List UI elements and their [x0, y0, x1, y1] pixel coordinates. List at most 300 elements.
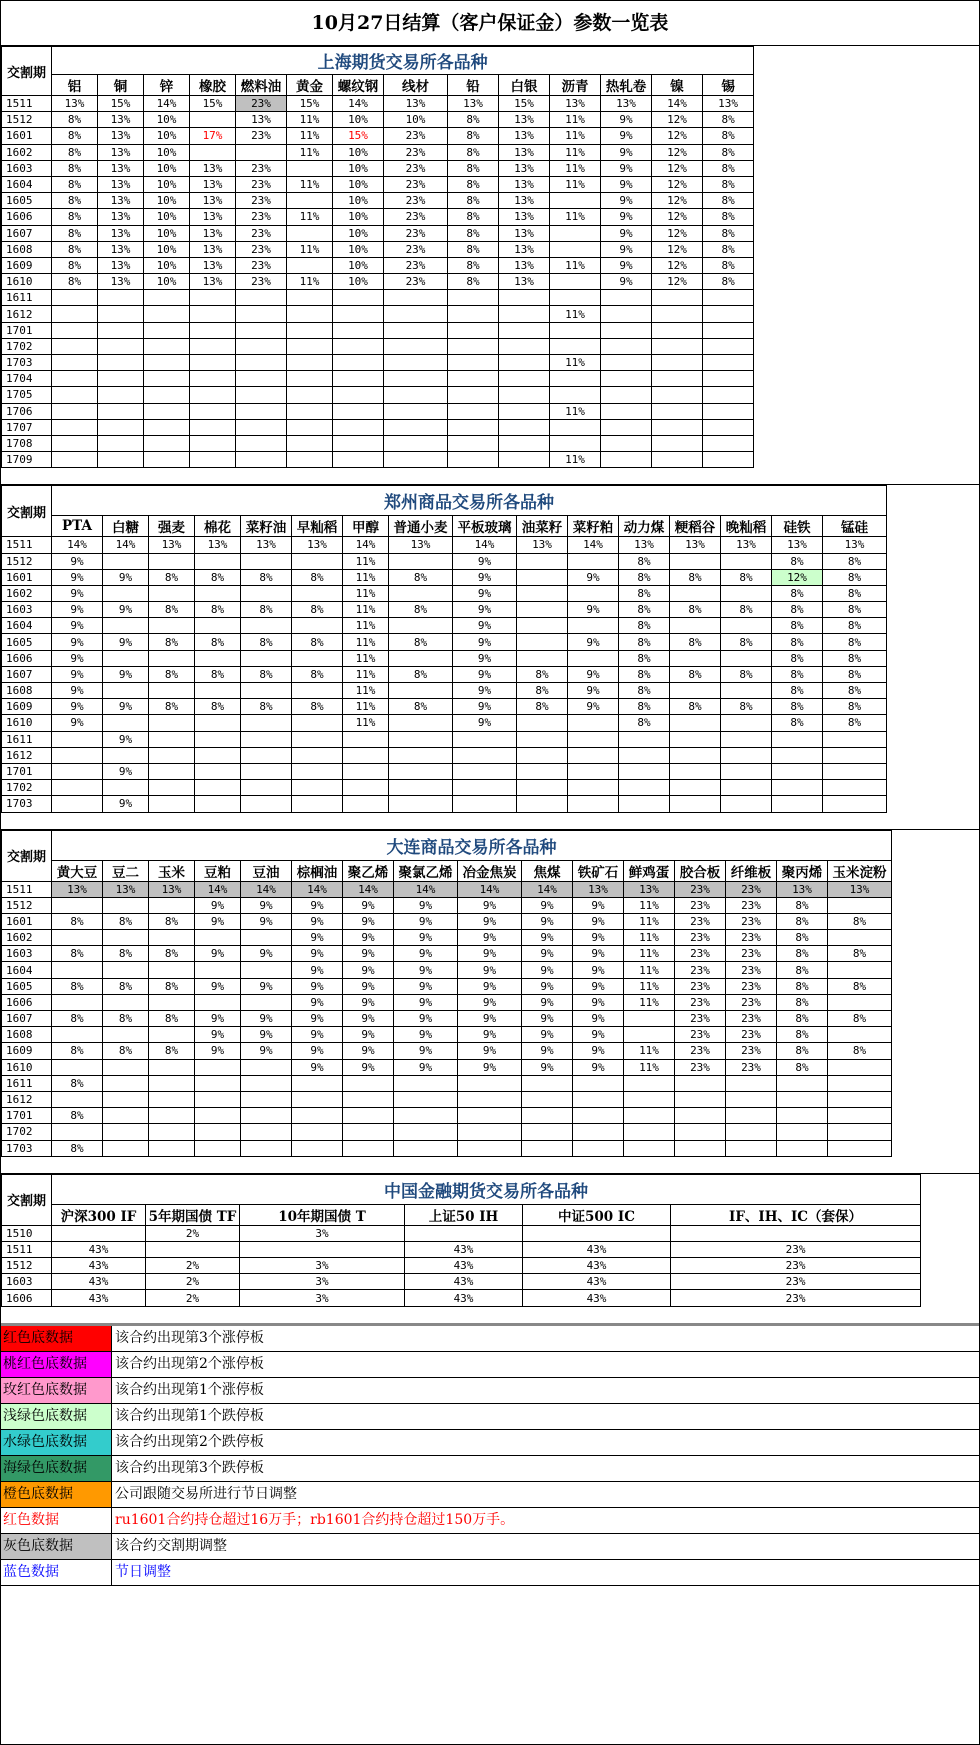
table-row — [2, 699, 887, 715]
margin-rate-cell — [195, 962, 241, 978]
margin-rate-cell — [52, 1225, 146, 1241]
margin-rate-cell: 10% — [333, 257, 384, 273]
margin-rate-cell — [103, 1075, 149, 1091]
margin-rate-cell — [287, 387, 333, 403]
margin-rate-cell: 14% — [333, 96, 384, 112]
margin-rate-cell: 8% — [195, 602, 241, 618]
margin-rate-cell — [389, 585, 453, 601]
margin-rate-cell: 8% — [823, 634, 887, 650]
margin-rate-cell: 10% — [333, 193, 384, 209]
column-header: 5年期国债 TF — [146, 1204, 240, 1225]
margin-rate-cell: 9% — [343, 897, 394, 913]
margin-rate-cell: 10% — [144, 209, 190, 225]
table-row — [2, 306, 754, 322]
margin-rate-cell: 23% — [236, 128, 287, 144]
margin-rate-cell: 9% — [241, 1027, 292, 1043]
margin-rate-cell — [828, 930, 892, 946]
margin-rate-cell: 9% — [601, 128, 652, 144]
margin-rate-cell: 8% — [517, 699, 568, 715]
margin-rate-cell — [195, 1140, 241, 1156]
margin-rate-cell: 8% — [703, 193, 754, 209]
margin-rate-cell: 23% — [671, 1290, 921, 1306]
table-row — [2, 1140, 892, 1156]
column-header: 沥青 — [550, 75, 601, 96]
margin-rate-cell — [389, 553, 453, 569]
contract-month: 1611 — [2, 1075, 52, 1091]
margin-rate-cell — [52, 930, 103, 946]
margin-rate-cell: 13% — [823, 537, 887, 553]
margin-rate-cell: 10% — [144, 112, 190, 128]
margin-rate-cell — [240, 1241, 405, 1257]
column-header: 黄大豆 — [52, 860, 103, 881]
contract-month: 1705 — [2, 387, 52, 403]
margin-rate-cell: 11% — [343, 715, 389, 731]
margin-rate-cell — [517, 715, 568, 731]
margin-rate-cell: 9% — [568, 683, 619, 699]
margin-rate-cell — [499, 435, 550, 451]
margin-rate-cell: 8% — [670, 699, 721, 715]
margin-rate-cell: 8% — [52, 257, 98, 273]
margin-rate-cell — [726, 1124, 777, 1140]
table-row — [2, 452, 754, 468]
legend-swatch: 水绿色底数据 — [1, 1430, 112, 1455]
margin-rate-cell — [144, 435, 190, 451]
margin-rate-cell — [458, 1091, 522, 1107]
margin-rate-cell: 8% — [292, 666, 343, 682]
margin-rate-cell — [241, 994, 292, 1010]
margin-rate-cell: 13% — [777, 881, 828, 897]
contract-month: 1708 — [2, 435, 52, 451]
margin-rate-cell: 9% — [458, 897, 522, 913]
margin-rate-cell: 9% — [52, 602, 103, 618]
margin-rate-cell — [517, 553, 568, 569]
margin-rate-cell: 11% — [287, 144, 333, 160]
contract-month: 1611 — [2, 731, 52, 747]
margin-rate-cell: 12% — [652, 176, 703, 192]
margin-rate-cell: 11% — [343, 618, 389, 634]
margin-rate-cell: 43% — [405, 1241, 523, 1257]
margin-rate-cell: 13% — [149, 537, 195, 553]
delivery-period-label: 交割期 — [2, 486, 52, 537]
margin-rate-cell: 9% — [292, 978, 343, 994]
margin-rate-cell — [52, 994, 103, 1010]
margin-rate-cell: 13% — [721, 537, 772, 553]
margin-rate-cell: 13% — [499, 128, 550, 144]
margin-rate-cell: 8% — [241, 602, 292, 618]
margin-rate-cell — [573, 1140, 624, 1156]
margin-rate-cell: 12% — [652, 241, 703, 257]
margin-rate-cell: 23% — [384, 257, 448, 273]
margin-rate-cell: 8% — [823, 666, 887, 682]
margin-rate-cell — [333, 306, 384, 322]
margin-rate-cell: 9% — [343, 1043, 394, 1059]
margin-rate-cell — [241, 1140, 292, 1156]
margin-rate-cell: 9% — [601, 112, 652, 128]
contract-month: 1609 — [2, 699, 52, 715]
margin-rate-cell: 8% — [703, 274, 754, 290]
margin-rate-cell: 9% — [292, 1027, 343, 1043]
margin-rate-cell: 12% — [652, 225, 703, 241]
margin-rate-cell — [499, 290, 550, 306]
margin-rate-cell: 8% — [670, 634, 721, 650]
column-header: 聚乙烯 — [343, 860, 394, 881]
margin-rate-cell — [517, 763, 568, 779]
margin-rate-cell — [550, 338, 601, 354]
margin-rate-cell: 9% — [241, 1011, 292, 1027]
margin-rate-cell — [103, 1059, 149, 1075]
margin-rate-cell — [287, 160, 333, 176]
margin-rate-cell: 8% — [389, 602, 453, 618]
margin-rate-cell: 8% — [703, 160, 754, 176]
section-spacer — [1, 468, 979, 485]
table-row — [2, 96, 754, 112]
contract-month: 1607 — [2, 1011, 52, 1027]
margin-rate-cell — [675, 1108, 726, 1124]
legend-swatch: 灰色底数据 — [1, 1534, 112, 1559]
margin-rate-cell — [652, 403, 703, 419]
margin-rate-cell: 13% — [236, 112, 287, 128]
margin-rate-cell: 14% — [568, 537, 619, 553]
margin-rate-cell — [146, 1241, 240, 1257]
margin-rate-cell: 9% — [292, 1059, 343, 1075]
margin-rate-cell: 8% — [703, 112, 754, 128]
column-header: 中证500 IC — [523, 1204, 671, 1225]
margin-rate-cell: 12% — [652, 112, 703, 128]
margin-rate-cell: 13% — [98, 225, 144, 241]
margin-rate-cell: 9% — [522, 994, 573, 1010]
margin-rate-cell: 8% — [772, 715, 823, 731]
margin-rate-cell: 8% — [389, 569, 453, 585]
margin-rate-cell — [241, 553, 292, 569]
contract-month: 1511 — [2, 537, 52, 553]
margin-rate-cell: 3% — [240, 1225, 405, 1241]
contract-month: 1610 — [2, 715, 52, 731]
margin-rate-cell: 8% — [703, 176, 754, 192]
contract-month: 1511 — [2, 1241, 52, 1257]
margin-rate-cell: 8% — [149, 978, 195, 994]
margin-rate-cell: 11% — [550, 355, 601, 371]
margin-rate-cell: 9% — [601, 209, 652, 225]
margin-rate-cell — [190, 144, 236, 160]
margin-rate-cell — [292, 780, 343, 796]
legend-row — [1, 1456, 979, 1482]
margin-rate-cell: 8% — [721, 634, 772, 650]
margin-rate-cell: 8% — [52, 193, 98, 209]
margin-rate-cell — [333, 355, 384, 371]
section-shfe — [1, 46, 979, 485]
margin-rate-cell: 9% — [522, 1011, 573, 1027]
margin-rate-cell — [52, 897, 103, 913]
legend-row — [1, 1430, 979, 1456]
margin-rate-cell: 8% — [619, 618, 670, 634]
margin-rate-cell: 14% — [52, 537, 103, 553]
margin-rate-cell — [52, 1059, 103, 1075]
margin-rate-cell — [389, 683, 453, 699]
margin-rate-cell — [652, 290, 703, 306]
margin-rate-cell — [292, 1140, 343, 1156]
margin-rate-cell: 8% — [823, 618, 887, 634]
margin-rate-cell: 8% — [149, 946, 195, 962]
margin-rate-cell: 13% — [190, 193, 236, 209]
margin-rate-cell — [190, 403, 236, 419]
section-spacer — [1, 1157, 979, 1174]
margin-rate-cell — [287, 403, 333, 419]
margin-rate-cell — [384, 435, 448, 451]
table-row — [2, 666, 887, 682]
margin-rate-cell: 8% — [292, 602, 343, 618]
margin-rate-cell: 8% — [823, 602, 887, 618]
margin-rate-cell — [343, 731, 389, 747]
margin-rate-cell: 43% — [523, 1274, 671, 1290]
margin-rate-cell: 9% — [453, 585, 517, 601]
margin-rate-cell — [149, 763, 195, 779]
margin-rate-cell: 8% — [241, 699, 292, 715]
margin-rate-cell — [522, 1091, 573, 1107]
legend-description: 该合约出现第3个涨停板 — [115, 1329, 264, 1346]
table-row — [2, 650, 887, 666]
margin-rate-cell — [195, 994, 241, 1010]
margin-rate-cell — [149, 1059, 195, 1075]
legend-row — [1, 1508, 979, 1534]
table-row — [2, 602, 887, 618]
margin-rate-cell — [624, 1011, 675, 1027]
margin-rate-cell: 9% — [601, 160, 652, 176]
margin-rate-cell: 23% — [671, 1241, 921, 1257]
margin-rate-cell — [550, 225, 601, 241]
margin-rate-cell — [149, 650, 195, 666]
margin-rate-cell: 9% — [453, 634, 517, 650]
margin-rate-cell — [499, 403, 550, 419]
margin-rate-cell — [52, 322, 98, 338]
margin-rate-cell: 8% — [777, 962, 828, 978]
margin-rate-cell — [241, 585, 292, 601]
margin-rate-cell: 10% — [384, 112, 448, 128]
margin-rate-cell — [103, 715, 149, 731]
margin-rate-cell — [333, 290, 384, 306]
margin-rate-cell — [721, 731, 772, 747]
margin-rate-cell: 11% — [287, 209, 333, 225]
margin-rate-cell — [287, 193, 333, 209]
margin-rate-cell: 8% — [52, 128, 98, 144]
section-czce — [1, 485, 979, 829]
margin-rate-cell — [517, 780, 568, 796]
margin-rate-cell — [703, 355, 754, 371]
margin-rate-cell: 8% — [195, 699, 241, 715]
contract-month: 1610 — [2, 274, 52, 290]
margin-rate-cell — [236, 387, 287, 403]
margin-rate-cell: 12% — [652, 257, 703, 273]
column-header: 线材 — [384, 75, 448, 96]
margin-rate-cell: 9% — [195, 1011, 241, 1027]
margin-rate-cell: 10% — [144, 257, 190, 273]
margin-rate-cell — [448, 452, 499, 468]
margin-rate-cell — [333, 371, 384, 387]
margin-rate-cell — [236, 322, 287, 338]
margin-rate-cell — [384, 452, 448, 468]
margin-rate-cell: 9% — [195, 1027, 241, 1043]
margin-rate-cell: 8% — [777, 994, 828, 1010]
margin-rate-cell — [568, 796, 619, 812]
margin-rate-cell: 23% — [236, 274, 287, 290]
margin-rate-cell — [144, 306, 190, 322]
margin-rate-cell — [823, 796, 887, 812]
margin-rate-cell: 15% — [98, 96, 144, 112]
margin-rate-cell — [190, 452, 236, 468]
margin-rate-cell — [394, 1108, 458, 1124]
margin-rate-cell — [287, 306, 333, 322]
margin-rate-cell — [149, 618, 195, 634]
column-header: 粳稻谷 — [670, 516, 721, 537]
margin-rate-cell: 9% — [573, 913, 624, 929]
margin-rate-cell — [149, 930, 195, 946]
margin-rate-cell: 9% — [458, 1011, 522, 1027]
table-row — [2, 435, 754, 451]
margin-rate-cell: 8% — [721, 666, 772, 682]
margin-rate-cell — [453, 763, 517, 779]
margin-rate-cell: 10% — [144, 160, 190, 176]
margin-rate-cell — [448, 290, 499, 306]
margin-rate-cell — [103, 962, 149, 978]
margin-rate-cell — [389, 715, 453, 731]
margin-rate-cell: 9% — [343, 978, 394, 994]
margin-rate-cell: 8% — [103, 913, 149, 929]
margin-rate-cell: 23% — [726, 962, 777, 978]
margin-rate-cell — [522, 1108, 573, 1124]
margin-rate-cell — [448, 338, 499, 354]
margin-rate-cell: 9% — [52, 666, 103, 682]
margin-rate-cell: 10% — [144, 193, 190, 209]
contract-month: 1606 — [2, 1290, 52, 1306]
margin-rate-cell — [52, 747, 103, 763]
legend-row — [1, 1482, 979, 1508]
margin-rate-cell: 8% — [619, 715, 670, 731]
table-row — [2, 225, 754, 241]
margin-rate-cell — [703, 290, 754, 306]
contract-month: 1609 — [2, 257, 52, 273]
margin-rate-cell: 23% — [726, 1027, 777, 1043]
margin-rate-cell: 23% — [236, 241, 287, 257]
margin-rate-cell — [601, 338, 652, 354]
margin-rate-cell — [190, 419, 236, 435]
margin-rate-cell: 8% — [292, 569, 343, 585]
margin-rate-cell — [333, 452, 384, 468]
margin-rate-cell: 9% — [601, 274, 652, 290]
margin-rate-cell — [550, 290, 601, 306]
margin-rate-cell: 8% — [103, 1043, 149, 1059]
column-header: 豆油 — [241, 860, 292, 881]
margin-rate-cell — [448, 306, 499, 322]
table-row — [2, 553, 887, 569]
margin-rate-cell: 8% — [52, 209, 98, 225]
margin-rate-cell: 8% — [149, 569, 195, 585]
margin-rate-cell: 9% — [52, 634, 103, 650]
margin-rate-cell — [721, 715, 772, 731]
margin-rate-cell — [458, 1124, 522, 1140]
margin-rate-cell — [241, 731, 292, 747]
margin-rate-cell: 8% — [149, 602, 195, 618]
margin-rate-cell: 8% — [721, 569, 772, 585]
margin-rate-cell — [448, 322, 499, 338]
margin-rate-cell — [343, 1108, 394, 1124]
column-header: 白糖 — [103, 516, 149, 537]
margin-rate-cell — [241, 1075, 292, 1091]
margin-rate-cell: 8% — [389, 634, 453, 650]
margin-rate-cell — [149, 553, 195, 569]
margin-rate-cell — [103, 553, 149, 569]
margin-rate-cell: 8% — [823, 585, 887, 601]
margin-rate-cell: 9% — [458, 994, 522, 1010]
margin-rate-cell: 8% — [777, 1011, 828, 1027]
column-header: PTA — [52, 516, 103, 537]
margin-rate-cell — [241, 650, 292, 666]
margin-rate-cell: 8% — [703, 241, 754, 257]
margin-table-cffex — [1, 1174, 921, 1307]
exchange-sections — [1, 46, 979, 1323]
legend-row — [1, 1404, 979, 1430]
legend-swatch: 玫红色底数据 — [1, 1378, 112, 1403]
column-header: 黄金 — [287, 75, 333, 96]
margin-rate-cell: 23% — [726, 994, 777, 1010]
margin-rate-cell: 9% — [522, 1059, 573, 1075]
margin-rate-cell: 23% — [384, 225, 448, 241]
margin-rate-cell — [670, 780, 721, 796]
margin-rate-cell: 8% — [241, 634, 292, 650]
contract-month: 1612 — [2, 747, 52, 763]
contract-month: 1601 — [2, 569, 52, 585]
margin-rate-cell — [573, 1124, 624, 1140]
margin-rate-cell — [675, 1075, 726, 1091]
margin-rate-cell — [292, 747, 343, 763]
margin-rate-cell: 8% — [670, 602, 721, 618]
margin-rate-cell — [343, 763, 389, 779]
table-row — [2, 731, 887, 747]
margin-rate-cell — [52, 371, 98, 387]
margin-rate-cell: 8% — [52, 274, 98, 290]
margin-rate-cell: 9% — [52, 715, 103, 731]
margin-rate-cell: 8% — [52, 176, 98, 192]
margin-rate-cell: 8% — [772, 683, 823, 699]
margin-rate-cell: 13% — [384, 96, 448, 112]
column-header: 锰硅 — [823, 516, 887, 537]
margin-rate-cell — [236, 355, 287, 371]
margin-rate-cell: 43% — [523, 1241, 671, 1257]
margin-rate-cell — [195, 585, 241, 601]
margin-rate-cell: 8% — [52, 160, 98, 176]
margin-rate-cell — [772, 763, 823, 779]
table-row — [2, 403, 754, 419]
margin-rate-cell — [772, 747, 823, 763]
margin-rate-cell — [384, 322, 448, 338]
margin-rate-cell: 13% — [98, 241, 144, 257]
contract-month: 1607 — [2, 666, 52, 682]
margin-rate-cell — [458, 1140, 522, 1156]
margin-rate-cell — [453, 796, 517, 812]
margin-rate-cell: 9% — [103, 602, 149, 618]
margin-rate-cell — [652, 419, 703, 435]
margin-rate-cell — [292, 585, 343, 601]
margin-rate-cell: 8% — [772, 602, 823, 618]
margin-rate-cell: 13% — [98, 257, 144, 273]
margin-rate-cell — [652, 322, 703, 338]
margin-rate-cell: 23% — [236, 225, 287, 241]
margin-rate-cell — [671, 1225, 921, 1241]
margin-rate-cell — [241, 962, 292, 978]
margin-rate-cell: 9% — [52, 553, 103, 569]
margin-rate-cell — [241, 930, 292, 946]
margin-rate-cell: 8% — [619, 650, 670, 666]
contract-month: 1603 — [2, 602, 52, 618]
margin-rate-cell — [287, 257, 333, 273]
